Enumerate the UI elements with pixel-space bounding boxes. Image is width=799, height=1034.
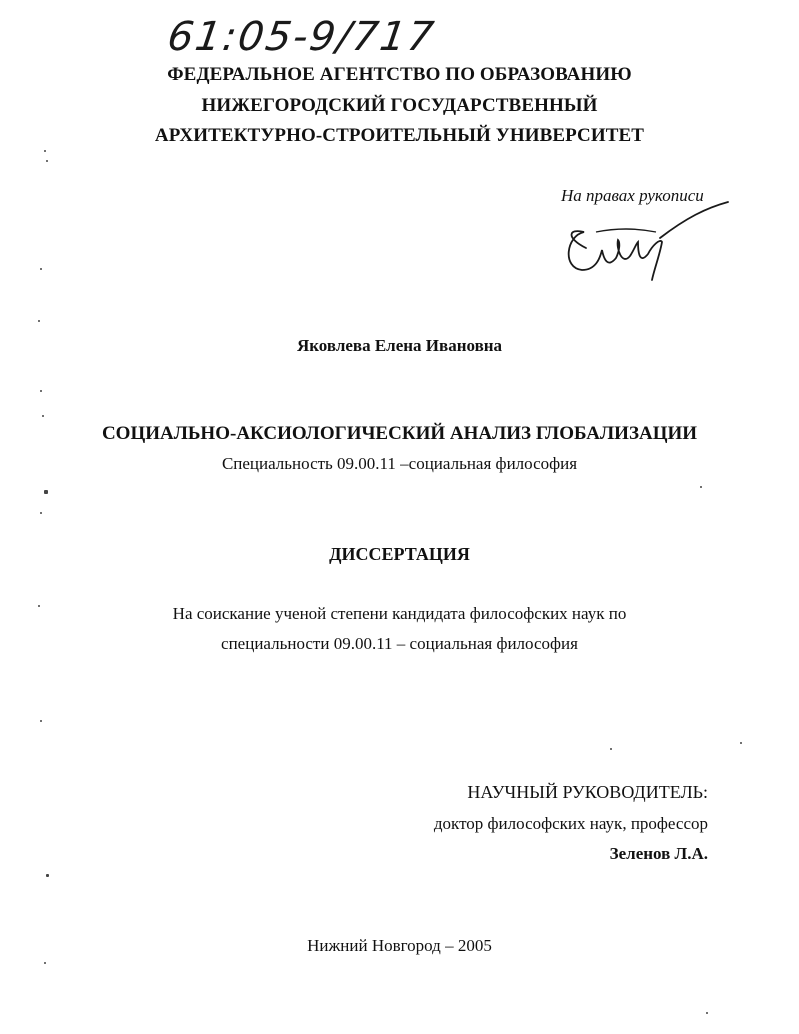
manuscript-rights: На правах рукописи bbox=[561, 186, 704, 205]
degree-line-2: специальности 09.00.11 – социальная философия bbox=[221, 634, 578, 653]
signature bbox=[556, 198, 736, 288]
archive-number: 61:05-9/717 bbox=[164, 14, 439, 60]
author-name: Яковлева Елена Ивановна bbox=[296, 336, 503, 355]
supervisor-heading: НАУЧНЫЙ РУКОВОДИТЕЛЬ: bbox=[467, 782, 708, 802]
header-line-1: ФЕДЕРАЛЬНОЕ АГЕНТСТВО ПО ОБРАЗОВАНИЮ bbox=[167, 64, 632, 85]
dissertation-title: СОЦИАЛЬНО-АКСИОЛОГИЧЕСКИЙ АНАЛИЗ ГЛОБАЛИЗАЦИИ bbox=[101, 423, 698, 444]
header-line-2: НИЖЕГОРОДСКИЙ ГОСУДАРСТВЕННЫЙ bbox=[201, 95, 598, 116]
specialty: Специальность 09.00.11 –социальная философия bbox=[221, 454, 578, 473]
document-type: ДИССЕРТАЦИЯ bbox=[329, 544, 470, 564]
city-year: Нижний Новгород – 2005 bbox=[307, 936, 492, 955]
supervisor-credentials: доктор философских наук, профессор bbox=[433, 814, 708, 833]
degree-line-1: На соискание ученой степени кандидата философских наук по bbox=[172, 604, 627, 623]
supervisor-name: Зеленов Л.А. bbox=[609, 844, 708, 863]
header-line-3: АРХИТЕКТУРНО-СТРОИТЕЛЬНЫЙ УНИВЕРСИТЕТ bbox=[154, 125, 645, 146]
